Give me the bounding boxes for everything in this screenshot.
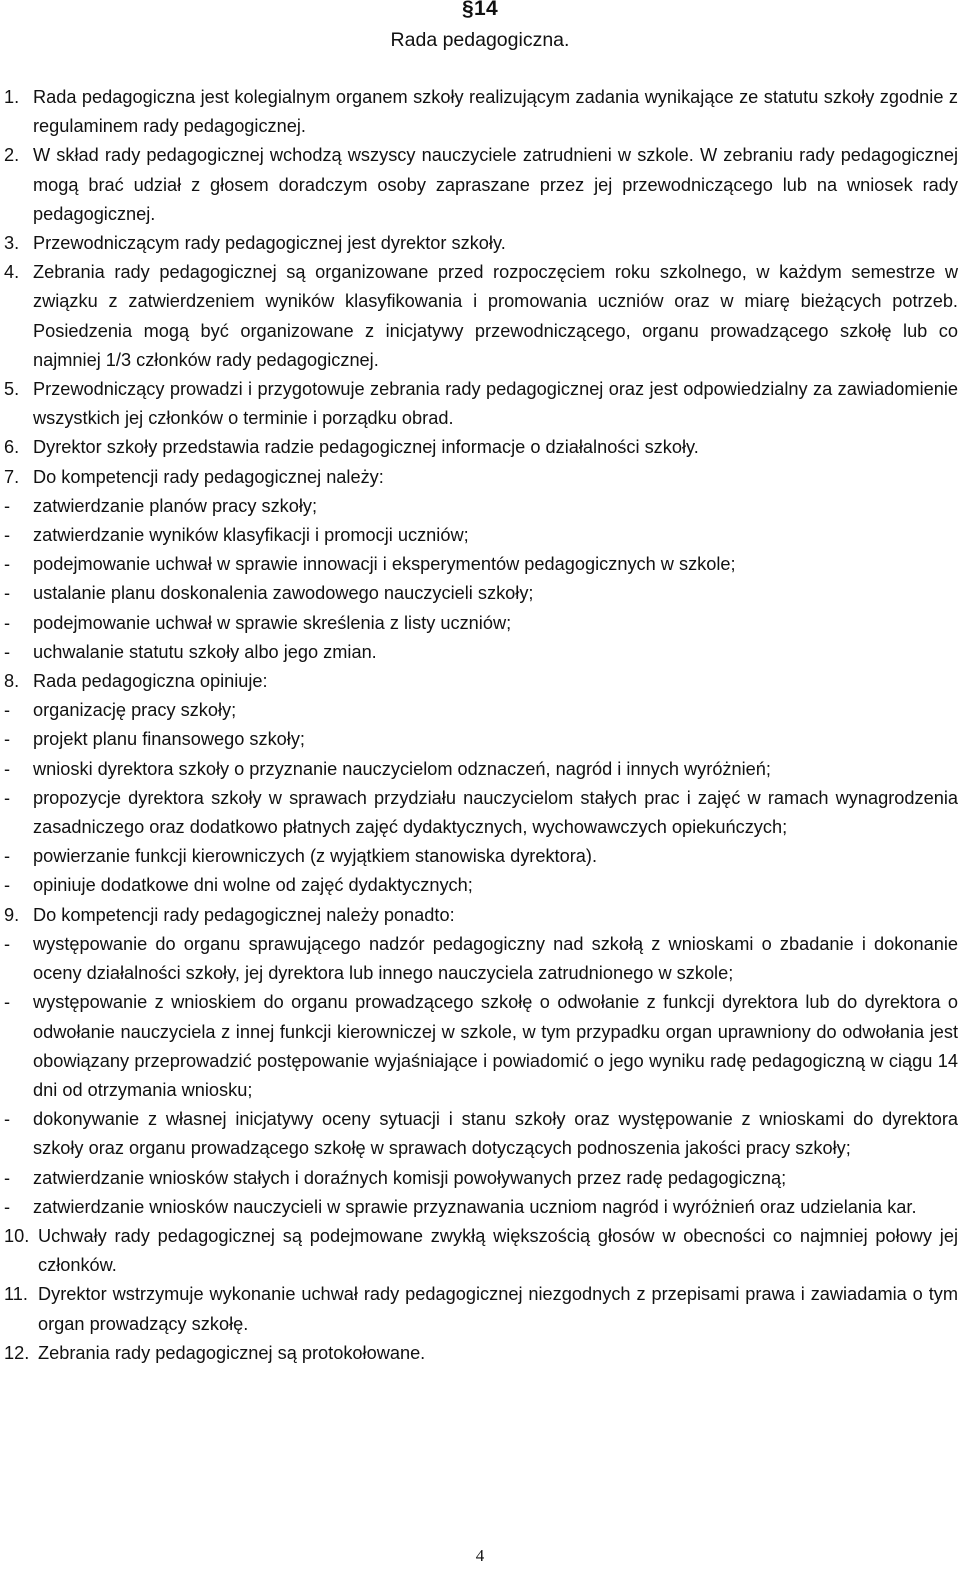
bullet-item: [4, 988, 958, 1105]
section-number: §14: [462, 0, 498, 20]
bullet-item: [4, 1193, 958, 1222]
section-title: Rada pedagogiczna.: [390, 29, 570, 51]
bullet-dash: -: [4, 612, 11, 633]
item-text: Rada pedagogiczna opiniuje:: [33, 671, 268, 692]
item-text: Zebrania rady pedagogicznej są protokołowane.: [38, 1342, 426, 1363]
item-number: 5.: [4, 379, 20, 400]
item-text: Rada pedagogiczna jest kolegialnym organem szkoły realizującym zadania wynikające ze statutu szkoły zgodnie z regulaminem rady pedagogicznej.: [33, 87, 958, 137]
bullet-dash: -: [4, 1167, 11, 1188]
item-text: Dyrektor szkoły przedstawia radzie pedagogicznej informacje o działalności szkoły.: [33, 437, 699, 458]
bullet-item: [4, 784, 958, 842]
bullet-item: [4, 492, 958, 521]
list-item: [4, 667, 958, 696]
bullet-dash: -: [4, 1109, 11, 1130]
item-number: 11.: [4, 1284, 28, 1305]
bullet-dash: -: [4, 525, 11, 546]
list-item: [4, 141, 958, 229]
item-number: 10.: [4, 1225, 30, 1246]
item-text: Do kompetencji rady pedagogicznej należy ponadto:: [33, 904, 455, 925]
item-text: Przewodniczący prowadzi i przygotowuje zebrania rady pedagogicznej oraz jest odpowiedzialny za zawiadomienie wszystkich jej członków o terminie i porządku obrad.: [33, 379, 958, 429]
bullet-dash: -: [4, 1196, 11, 1217]
bullet-dash: -: [4, 875, 11, 896]
item-text: ustalanie planu doskonalenia zawodowego nauczycieli szkoły;: [33, 583, 534, 604]
item-number: 3.: [4, 233, 20, 254]
item-text: powierzanie funkcji kierowniczych (z wyjątkiem stanowiska dyrektora).: [33, 846, 598, 867]
item-text: zatwierdzanie wyników klasyfikacji i promocji uczniów;: [33, 525, 469, 546]
item-text: występowanie do organu sprawującego nadzór pedagogiczny nad szkołą z wnioskami o zbadanie i dokonanie oceny działalności szkoły, jej dyrektora lub innego nauczyciela zatrudnionego w szkole;: [33, 933, 958, 984]
bullet-item: [4, 1105, 958, 1163]
bullet-item: [4, 842, 958, 871]
item-text: uchwalanie statutu szkoły albo jego zmian.: [33, 641, 377, 662]
page-number: 4: [475, 1546, 485, 1565]
bullet-item: [4, 696, 958, 725]
item-number: 12.: [4, 1342, 30, 1363]
list-item: [4, 229, 958, 258]
item-text: zatwierdzanie wniosków stałych i doraźnych komisji powoływanych przez radę pedagogiczną;: [33, 1167, 787, 1188]
list-item: [4, 1280, 958, 1338]
item-text: dokonywanie z własnej inicjatywy oceny sytuacji i stanu szkoły oraz występowanie z wnioskami do dyrektora szkoły oraz organu prowadzącego szkołę w sprawach dotyczących podnoszenia jakości pracy szkoły;: [33, 1109, 958, 1159]
list-item: [4, 83, 958, 141]
bullet-item: [4, 579, 958, 608]
bullet-item: [4, 550, 958, 579]
item-text: Zebrania rady pedagogicznej są organizowane przed rozpoczęciem roku szkolnego, w każdym semestrze w związku z zatwierdzeniem wyników klasyfikowania i promowania uczniów oraz w miarę bieżących potrzeb. Posiedzenia mogą być organizowane z inicjatywy przewodniczącego, organu prowadzącego szkołę lub co najmniej 1/3 członków rady pedagogicznej.: [33, 262, 958, 370]
list-item: [4, 375, 958, 433]
item-text: występowanie z wnioskiem do organu prowadzącego szkołę o odwołanie z funkcji dyrektora lub do dyrektora o odwołanie nauczyciela z innej funkcji kierowniczej w szkole, w tym przypadku organ uprawniony do odwołania jest obowiązany przeprowadzić postępowanie wyjaśniające i powiadomić o jego wyniku radę pedagogiczną w ciągu 14 dni od otrzymania wniosku;: [33, 992, 958, 1100]
bullet-dash: -: [4, 846, 11, 867]
list-item: [4, 258, 958, 375]
bullet-item: [4, 521, 958, 550]
item-number: 4.: [4, 262, 20, 283]
list-item: [4, 1222, 958, 1280]
list-item: [4, 463, 958, 492]
bullet-dash: -: [4, 700, 11, 721]
bullet-item: [4, 638, 958, 667]
item-number: 7.: [4, 466, 20, 487]
item-text: podejmowanie uchwał w sprawie skreślenia z listy uczniów;: [33, 612, 512, 633]
bullet-dash: -: [4, 787, 11, 808]
item-text: Do kompetencji rady pedagogicznej należy:: [33, 466, 384, 487]
bullet-item: [4, 930, 958, 988]
item-number: 1.: [4, 87, 20, 107]
item-number: 8.: [4, 671, 20, 692]
bullet-dash: -: [4, 933, 11, 954]
item-number: 2.: [4, 145, 20, 166]
item-text: zatwierdzanie planów pracy szkoły;: [33, 495, 318, 516]
list-item: [4, 433, 958, 462]
item-text: podejmowanie uchwał w sprawie innowacji i eksperymentów pedagogicznych w szkole;: [33, 554, 736, 575]
list-item: [4, 901, 958, 930]
bullet-item: [4, 871, 958, 900]
bullet-dash: -: [4, 992, 11, 1013]
section-content: [4, 83, 958, 1368]
bullet-item: [4, 609, 958, 638]
bullet-item: [4, 755, 958, 784]
item-text: opiniuje dodatkowe dni wolne od zajęć dydaktycznych;: [33, 875, 473, 896]
item-text: Przewodniczącym rady pedagogicznej jest dyrektor szkoły.: [33, 233, 506, 254]
item-text: Dyrektor wstrzymuje wykonanie uchwał rady pedagogicznej niezgodnych z przepisami prawa i zawiadamia o tym organ prowadzący szkołę.: [38, 1284, 958, 1334]
item-text: projekt planu finansowego szkoły;: [33, 729, 305, 750]
bullet-dash: -: [4, 583, 11, 604]
item-text: organizację pracy szkoły;: [33, 700, 237, 721]
item-text: Uchwały rady pedagogicznej są podejmowane zwykłą większością głosów w obecności co najmniej połowy jej członków.: [38, 1225, 958, 1276]
bullet-item: [4, 725, 958, 754]
item-number: 6.: [4, 437, 20, 458]
bullet-item: [4, 1164, 958, 1193]
item-number: 9.: [4, 904, 20, 925]
bullet-dash: -: [4, 729, 11, 750]
item-text: W skład rady pedagogicznej wchodzą wszyscy nauczyciele zatrudnieni w szkole. W zebraniu rady pedagogicznej mogą brać udział z głosem doradczym osoby zapraszane przez jej przewodniczącego lub na wniosek rady pedagogicznej.: [33, 145, 958, 224]
bullet-dash: -: [4, 641, 11, 662]
list-item: [4, 1339, 958, 1368]
item-text: zatwierdzanie wniosków nauczycieli w sprawie przyznawania uczniom nagród i wyróżnień oraz udzielania kar.: [33, 1196, 917, 1217]
item-text: propozycje dyrektora szkoły w sprawach przydziału nauczycielom stałych prac i zajęć w ramach wynagrodzenia zasadniczego oraz dodatkowo płatnych zajęć dydaktycznych, wychowawczych opiekuńczych;: [33, 787, 958, 838]
bullet-dash: -: [4, 554, 11, 575]
bullet-dash: -: [4, 758, 11, 779]
item-text: wnioski dyrektora szkoły o przyznanie nauczycielom odznaczeń, nagród i innych wyróżnień;: [33, 758, 771, 779]
bullet-dash: -: [4, 495, 11, 516]
